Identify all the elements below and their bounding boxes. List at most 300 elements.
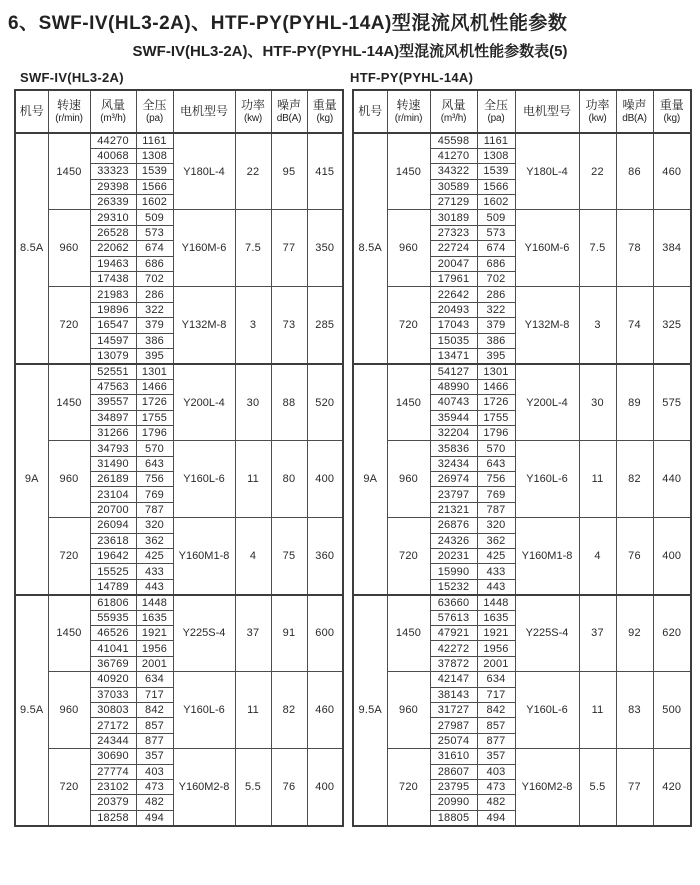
flow-cell: 27172	[90, 718, 136, 733]
noise-cell: 92	[616, 595, 653, 672]
column-header	[90, 90, 136, 133]
weight-cell: 415	[307, 133, 343, 210]
flow-cell: 20493	[430, 302, 477, 317]
pressure-cell: 362	[477, 533, 515, 548]
model-cell: 9A	[15, 364, 48, 595]
pressure-cell: 322	[136, 302, 173, 317]
power-cell: 30	[579, 364, 616, 441]
column-header-label: 风量	[100, 97, 125, 112]
weight-cell: 325	[653, 287, 691, 364]
column-header-label: 功率	[240, 97, 265, 112]
flow-cell: 26094	[90, 518, 136, 533]
pressure-cell: 386	[477, 333, 515, 348]
power-cell: 3	[235, 287, 271, 364]
pressure-cell: 1796	[136, 425, 173, 440]
column-header-unit: (r/min)	[55, 112, 83, 124]
column-header-label: 电机型号	[522, 103, 571, 118]
column-header-label: 噪声	[276, 97, 301, 112]
column-header-unit: (kg)	[316, 112, 333, 124]
power-cell: 37	[235, 595, 271, 672]
pressure-cell: 573	[136, 225, 173, 240]
column-header	[136, 90, 173, 133]
flow-cell: 27774	[90, 764, 136, 779]
pressure-cell: 842	[136, 702, 173, 717]
speed-cell: 1450	[48, 364, 90, 441]
pressure-cell: 1566	[136, 179, 173, 194]
speed-cell: 1450	[387, 133, 430, 210]
pressure-cell: 379	[477, 318, 515, 333]
motor-cell: Y180L-4	[173, 133, 235, 210]
power-cell: 4	[235, 518, 271, 595]
tables-row	[14, 89, 700, 827]
column-header-label: 电机型号	[179, 103, 228, 118]
pressure-cell: 1602	[477, 195, 515, 210]
table-row	[15, 749, 343, 764]
table-row	[353, 287, 691, 302]
pressure-cell: 643	[136, 456, 173, 471]
page-title: 6、SWF-IV(HL3-2A)、HTF-PY(PYHL-14A)型混流风机性能参数	[8, 13, 568, 34]
column-header-unit: dB(A)	[622, 112, 647, 124]
noise-cell: 76	[616, 518, 653, 595]
right-table-caption: HTF-PY(PYHL-14A)	[350, 70, 474, 85]
noise-cell: 80	[271, 441, 307, 518]
pressure-cell: 1308	[136, 148, 173, 163]
flow-cell: 40068	[90, 148, 136, 163]
noise-cell: 77	[616, 749, 653, 826]
pressure-cell: 674	[136, 241, 173, 256]
flow-cell: 37872	[430, 656, 477, 671]
flow-cell: 30189	[430, 210, 477, 225]
table-row	[353, 672, 691, 687]
pressure-cell: 769	[136, 487, 173, 502]
column-header	[48, 90, 90, 133]
power-cell: 11	[579, 672, 616, 749]
flow-cell: 20700	[90, 502, 136, 517]
table-body	[353, 133, 691, 826]
pressure-cell: 1466	[136, 379, 173, 394]
flow-cell: 31490	[90, 456, 136, 471]
power-cell: 5.5	[579, 749, 616, 826]
motor-cell: Y225S-4	[173, 595, 235, 672]
column-header	[430, 90, 477, 133]
speed-cell: 1450	[387, 364, 430, 441]
flow-cell: 22642	[430, 287, 477, 302]
motor-cell: Y160M2-8	[515, 749, 579, 826]
motor-cell: Y160L-6	[173, 441, 235, 518]
swf-performance-table	[14, 89, 344, 827]
motor-cell: Y160L-6	[515, 441, 579, 518]
pressure-cell: 433	[136, 564, 173, 579]
motor-cell: Y200L-4	[515, 364, 579, 441]
motor-cell: Y160L-6	[173, 672, 235, 749]
power-cell: 37	[579, 595, 616, 672]
flow-cell: 34793	[90, 441, 136, 456]
pressure-cell: 634	[136, 672, 173, 687]
speed-cell: 960	[48, 441, 90, 518]
flow-cell: 46526	[90, 626, 136, 641]
table-row	[15, 133, 343, 148]
pressure-cell: 1539	[136, 164, 173, 179]
column-header-label: 全压	[142, 97, 167, 112]
column-header-label: 噪声	[622, 97, 647, 112]
flow-cell: 27987	[430, 718, 477, 733]
pressure-cell: 320	[136, 518, 173, 533]
column-header-label: 全压	[483, 97, 508, 112]
power-cell: 11	[235, 441, 271, 518]
flow-cell: 52551	[90, 364, 136, 379]
flow-cell: 14597	[90, 333, 136, 348]
pressure-cell: 877	[136, 733, 173, 748]
table-row	[15, 518, 343, 533]
noise-cell: 86	[616, 133, 653, 210]
weight-cell: 500	[653, 672, 691, 749]
pressure-cell: 1448	[136, 595, 173, 610]
model-cell: 8.5A	[15, 133, 48, 364]
flow-cell: 44270	[90, 133, 136, 148]
flow-cell: 40920	[90, 672, 136, 687]
pressure-cell: 362	[136, 533, 173, 548]
power-cell: 3	[579, 287, 616, 364]
flow-cell: 45598	[430, 133, 477, 148]
speed-cell: 720	[48, 749, 90, 826]
table-row	[353, 595, 691, 610]
power-cell: 30	[235, 364, 271, 441]
weight-cell: 575	[653, 364, 691, 441]
pressure-cell: 1635	[477, 610, 515, 625]
flow-cell: 20231	[430, 549, 477, 564]
pressure-cell: 379	[136, 318, 173, 333]
column-header-label: 风量	[441, 97, 466, 112]
htf-performance-table	[352, 89, 692, 827]
pressure-cell: 1161	[477, 133, 515, 148]
speed-cell: 720	[48, 518, 90, 595]
power-cell: 7.5	[579, 210, 616, 287]
table-row	[15, 287, 343, 302]
column-header	[579, 90, 616, 133]
flow-cell: 28607	[430, 764, 477, 779]
pressure-cell: 570	[477, 441, 515, 456]
model-cell: 9A	[353, 364, 387, 595]
flow-cell: 19896	[90, 302, 136, 317]
pressure-cell: 1921	[477, 626, 515, 641]
pressure-cell: 1301	[477, 364, 515, 379]
column-header-label: 转速	[396, 97, 421, 112]
pressure-cell: 2001	[477, 656, 515, 671]
pressure-cell: 686	[136, 256, 173, 271]
pressure-cell: 1539	[477, 164, 515, 179]
flow-cell: 40743	[430, 395, 477, 410]
column-header	[173, 90, 235, 133]
pressure-cell: 357	[477, 749, 515, 764]
pressure-cell: 443	[477, 579, 515, 594]
model-cell: 9.5A	[15, 595, 48, 826]
flow-cell: 23104	[90, 487, 136, 502]
column-header-label: 机号	[19, 103, 44, 118]
pressure-cell: 2001	[136, 656, 173, 671]
motor-cell: Y160M2-8	[173, 749, 235, 826]
noise-cell: 75	[271, 518, 307, 595]
pressure-cell: 643	[477, 456, 515, 471]
flow-cell: 29310	[90, 210, 136, 225]
table-captions	[0, 70, 700, 85]
table-row	[353, 749, 691, 764]
flow-cell: 23618	[90, 533, 136, 548]
motor-cell: Y160M1-8	[515, 518, 579, 595]
weight-cell: 400	[653, 518, 691, 595]
column-header-label: 重量	[659, 97, 684, 112]
flow-cell: 55935	[90, 610, 136, 625]
pressure-cell: 769	[477, 487, 515, 502]
flow-cell: 19463	[90, 256, 136, 271]
pressure-cell: 702	[477, 272, 515, 287]
column-header	[15, 90, 48, 133]
pressure-cell: 509	[477, 210, 515, 225]
flow-cell: 26974	[430, 472, 477, 487]
column-header	[307, 90, 343, 133]
pressure-cell: 286	[477, 287, 515, 302]
flow-cell: 32434	[430, 456, 477, 471]
flow-cell: 42147	[430, 672, 477, 687]
flow-cell: 27129	[430, 195, 477, 210]
weight-cell: 360	[307, 518, 343, 595]
flow-cell: 26189	[90, 472, 136, 487]
table-row	[15, 672, 343, 687]
flow-cell: 18258	[90, 810, 136, 825]
pressure-cell: 1466	[477, 379, 515, 394]
column-header-label: 机号	[358, 103, 383, 118]
pressure-cell: 1956	[136, 641, 173, 656]
column-header	[616, 90, 653, 133]
pressure-cell: 857	[136, 718, 173, 733]
flow-cell: 34897	[90, 410, 136, 425]
table-row	[15, 210, 343, 225]
column-header-unit: (m³/h)	[100, 112, 126, 124]
weight-cell: 285	[307, 287, 343, 364]
flow-cell: 36769	[90, 656, 136, 671]
left-table-caption: SWF-IV(HL3-2A)	[20, 70, 124, 85]
flow-cell: 35836	[430, 441, 477, 456]
flow-cell: 27323	[430, 225, 477, 240]
pressure-cell: 494	[136, 810, 173, 825]
pressure-cell: 425	[136, 549, 173, 564]
flow-cell: 31727	[430, 702, 477, 717]
performance-table	[352, 89, 692, 827]
speed-cell: 1450	[48, 595, 90, 672]
weight-cell: 350	[307, 210, 343, 287]
pressure-cell: 686	[477, 256, 515, 271]
flow-cell: 33323	[90, 164, 136, 179]
noise-cell: 89	[616, 364, 653, 441]
flow-cell: 20990	[430, 795, 477, 810]
flow-cell: 15035	[430, 333, 477, 348]
column-header	[235, 90, 271, 133]
flow-cell: 35944	[430, 410, 477, 425]
table-row	[15, 441, 343, 456]
pressure-cell: 1956	[477, 641, 515, 656]
flow-cell: 41041	[90, 641, 136, 656]
pressure-cell: 494	[477, 810, 515, 825]
motor-cell: Y180L-4	[515, 133, 579, 210]
pressure-cell: 573	[477, 225, 515, 240]
column-header-unit: (pa)	[146, 112, 163, 124]
pressure-cell: 1602	[136, 195, 173, 210]
column-header-unit: (r/min)	[394, 112, 423, 124]
flow-cell: 20047	[430, 256, 477, 271]
flow-cell: 13079	[90, 348, 136, 363]
pressure-cell: 1301	[136, 364, 173, 379]
model-cell: 8.5A	[353, 133, 387, 364]
flow-cell: 48990	[430, 379, 477, 394]
weight-cell: 440	[653, 441, 691, 518]
noise-cell: 77	[271, 210, 307, 287]
pressure-cell: 509	[136, 210, 173, 225]
motor-cell: Y160L-6	[515, 672, 579, 749]
flow-cell: 61806	[90, 595, 136, 610]
pressure-cell: 395	[136, 348, 173, 363]
pressure-cell: 674	[477, 241, 515, 256]
pressure-cell: 386	[136, 333, 173, 348]
flow-cell: 13471	[430, 348, 477, 363]
pressure-cell: 473	[136, 779, 173, 794]
table-row	[353, 364, 691, 379]
speed-cell: 1450	[387, 595, 430, 672]
pressure-cell: 403	[136, 764, 173, 779]
speed-cell: 960	[387, 672, 430, 749]
power-cell: 22	[235, 133, 271, 210]
column-header-unit: (kg)	[663, 112, 680, 124]
flow-cell: 22062	[90, 241, 136, 256]
motor-cell: Y160M-6	[515, 210, 579, 287]
pressure-cell: 717	[136, 687, 173, 702]
pressure-cell: 1755	[477, 410, 515, 425]
speed-cell: 960	[387, 441, 430, 518]
pressure-cell: 433	[477, 564, 515, 579]
flow-cell: 57613	[430, 610, 477, 625]
flow-cell: 31266	[90, 425, 136, 440]
motor-cell: Y200L-4	[173, 364, 235, 441]
flow-cell: 21321	[430, 502, 477, 517]
flow-cell: 29398	[90, 179, 136, 194]
flow-cell: 54127	[430, 364, 477, 379]
flow-cell: 26339	[90, 195, 136, 210]
column-header-unit: (m³/h)	[440, 112, 467, 124]
table-row	[353, 133, 691, 148]
column-header	[353, 90, 387, 133]
model-cell: 9.5A	[353, 595, 387, 826]
flow-cell: 25074	[430, 733, 477, 748]
power-cell: 11	[235, 672, 271, 749]
page-subtitle: SWF-IV(HL3-2A)、HTF-PY(PYHL-14A)型混流风机性能参数表(5)	[132, 43, 568, 60]
pressure-cell: 570	[136, 441, 173, 456]
power-cell: 5.5	[235, 749, 271, 826]
speed-cell: 720	[48, 287, 90, 364]
column-header	[387, 90, 430, 133]
flow-cell: 47563	[90, 379, 136, 394]
table-row	[353, 441, 691, 456]
pressure-cell: 322	[477, 302, 515, 317]
pressure-cell: 717	[477, 687, 515, 702]
flow-cell: 18805	[430, 810, 477, 825]
noise-cell: 95	[271, 133, 307, 210]
noise-cell: 78	[616, 210, 653, 287]
pressure-cell: 357	[136, 749, 173, 764]
column-header-unit: (pa)	[487, 112, 505, 124]
noise-cell: 74	[616, 287, 653, 364]
power-cell: 4	[579, 518, 616, 595]
speed-cell: 720	[387, 287, 430, 364]
flow-cell: 38143	[430, 687, 477, 702]
table-row	[15, 364, 343, 379]
flow-cell: 15525	[90, 564, 136, 579]
column-header	[271, 90, 307, 133]
table-header	[15, 90, 343, 133]
speed-cell: 1450	[48, 133, 90, 210]
flow-cell: 26876	[430, 518, 477, 533]
flow-cell: 24326	[430, 533, 477, 548]
noise-cell: 73	[271, 287, 307, 364]
power-cell: 11	[579, 441, 616, 518]
column-header-label: 转速	[56, 97, 81, 112]
speed-cell: 720	[387, 749, 430, 826]
flow-cell: 16547	[90, 318, 136, 333]
flow-cell: 17961	[430, 272, 477, 287]
flow-cell: 47921	[430, 626, 477, 641]
column-header-unit: (kw)	[243, 112, 263, 124]
flow-cell: 30690	[90, 749, 136, 764]
flow-cell: 17043	[430, 318, 477, 333]
pressure-cell: 1726	[136, 395, 173, 410]
speed-cell: 960	[48, 672, 90, 749]
motor-cell: Y132M-8	[173, 287, 235, 364]
performance-table	[14, 89, 344, 827]
flow-cell: 15990	[430, 564, 477, 579]
pressure-cell: 702	[136, 272, 173, 287]
flow-cell: 20379	[90, 795, 136, 810]
flow-cell: 42272	[430, 641, 477, 656]
noise-cell: 76	[271, 749, 307, 826]
pressure-cell: 403	[477, 764, 515, 779]
pressure-cell: 1308	[477, 148, 515, 163]
table-row	[353, 210, 691, 225]
pressure-cell: 482	[477, 795, 515, 810]
pressure-cell: 877	[477, 733, 515, 748]
noise-cell: 82	[271, 672, 307, 749]
pressure-cell: 1796	[477, 425, 515, 440]
pressure-cell: 1635	[136, 610, 173, 625]
pressure-cell: 1755	[136, 410, 173, 425]
flow-cell: 23102	[90, 779, 136, 794]
speed-cell: 720	[387, 518, 430, 595]
weight-cell: 400	[307, 749, 343, 826]
table-row	[15, 595, 343, 610]
flow-cell: 24344	[90, 733, 136, 748]
column-header-unit: dB(A)	[276, 112, 302, 124]
pressure-cell: 756	[136, 472, 173, 487]
noise-cell: 83	[616, 672, 653, 749]
pressure-cell: 1161	[136, 133, 173, 148]
motor-cell: Y160M1-8	[173, 518, 235, 595]
column-header-unit: (kw)	[588, 112, 607, 124]
flow-cell: 30803	[90, 702, 136, 717]
weight-cell: 420	[653, 749, 691, 826]
pressure-cell: 1921	[136, 626, 173, 641]
motor-cell: Y132M-8	[515, 287, 579, 364]
motor-cell: Y160M-6	[173, 210, 235, 287]
weight-cell: 520	[307, 364, 343, 441]
column-header	[653, 90, 691, 133]
pressure-cell: 395	[477, 348, 515, 363]
weight-cell: 384	[653, 210, 691, 287]
